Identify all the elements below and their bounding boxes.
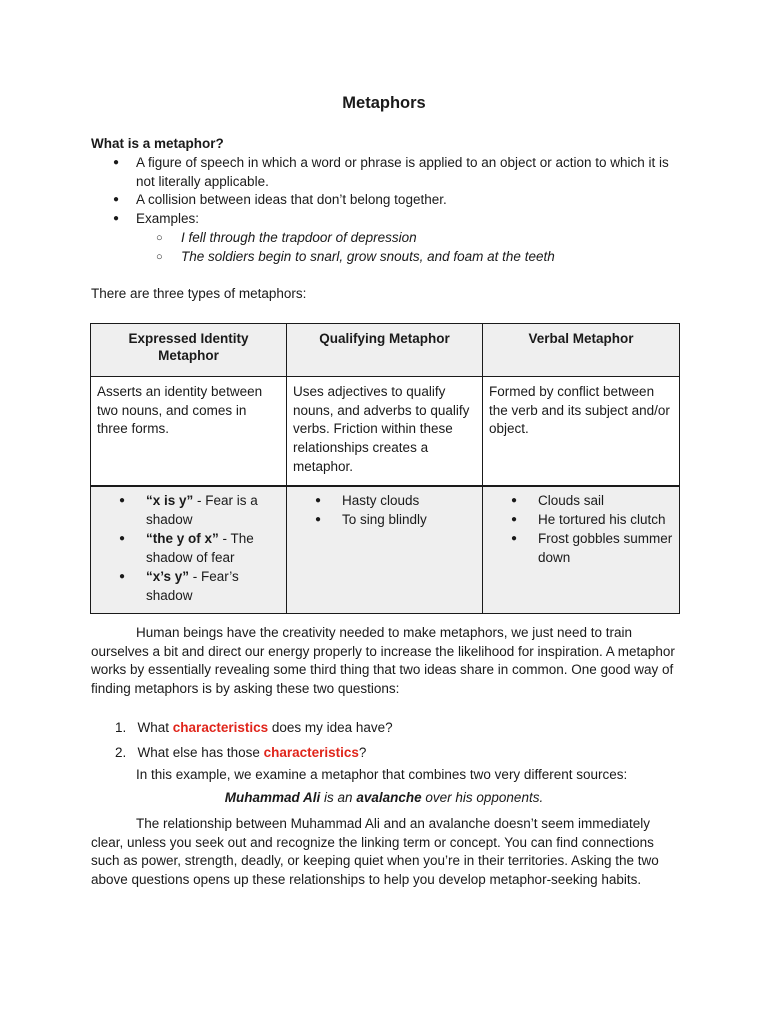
examples-sublist <box>136 229 681 266</box>
list-item: ● “x is y” - Fear is a shadow <box>95 492 282 530</box>
list-item: ● “x’s y” - Fear’s shadow <box>95 568 282 606</box>
types-intro: There are three types of metaphors: <box>91 286 307 301</box>
example-item: ○ The soldiers begin to snarl, grow snouts, and foam at the teeth <box>136 248 681 267</box>
desc-verbal: Formed by conflict between the verb and its subject and/or object. <box>483 377 680 487</box>
desc-qualifying: Uses adjectives to qualify nouns, and adverbs to qualify verbs. Friction within these relationships creates a metaphor. <box>287 377 483 487</box>
list-item: ● A collision between ideas that don’t belong together. <box>91 191 681 210</box>
examples-expressed-identity <box>91 486 287 614</box>
list-item: ● Examples: ○ I fell through the trapdoor of depression ○ The soldiers begin to snarl, grow snouts, and foam at the teeth <box>91 210 681 266</box>
example-item: ○ I fell through the trapdoor of depression <box>136 229 681 248</box>
list-item: ● “the y of x” - The shadow of fear <box>95 530 282 568</box>
question-item: 1. What characteristics does my idea have? <box>115 720 393 735</box>
paragraph-creativity: Human beings have the creativity needed to make metaphors, we just need to train ourselves a bit and direct our energy properly to increase the likelihood for inspiration. A metaphor works by essentially revealing some third thing that two ideas share in common. One good way of finding metaphors is by asking these two questions: <box>91 625 675 696</box>
list-item: ● To sing blindly <box>291 511 478 530</box>
example-quote: Muhammad Ali is an avalanche over his opponents. <box>224 790 544 805</box>
page-title: Metaphors <box>342 94 426 112</box>
list-item: ● Clouds sail <box>487 492 675 511</box>
list-item: ● He tortured his clutch <box>487 511 675 530</box>
examples-verbal <box>483 486 680 614</box>
paragraph-relationship: The relationship between Muhammad Ali and an avalanche doesn’t seem immediately clear, unless you seek out and recognize the linking term or concept. You can find connections such as power, strength, deadly, or keeping quiet when you’re in their territories. Asking the two above questions opens up these relationships to help you develop metaphor-seeking habits. <box>91 816 659 887</box>
definition-list <box>91 154 681 266</box>
examples-qualifying <box>287 486 483 614</box>
desc-expressed-identity: Asserts an identity between two nouns, and comes in three forms. <box>91 377 287 487</box>
header-verbal: Verbal Metaphor <box>483 324 680 377</box>
list-item: ● A figure of speech in which a word or phrase is applied to an object or action to which it is not literally applicable. <box>91 154 681 191</box>
list-item: ● Frost gobbles summer down <box>487 530 675 568</box>
list-item: ● Hasty clouds <box>291 492 478 511</box>
question-item: 2. What else has those characteristics? <box>115 744 367 760</box>
definition-heading: What is a metaphor? <box>91 136 224 151</box>
header-expressed-identity: Expressed Identity Metaphor <box>91 324 287 377</box>
header-qualifying: Qualifying Metaphor <box>287 324 483 377</box>
questions-list <box>91 716 393 766</box>
metaphor-types-table <box>90 323 680 614</box>
example-lead: In this example, we examine a metaphor that combines two very different sources: <box>136 767 628 782</box>
